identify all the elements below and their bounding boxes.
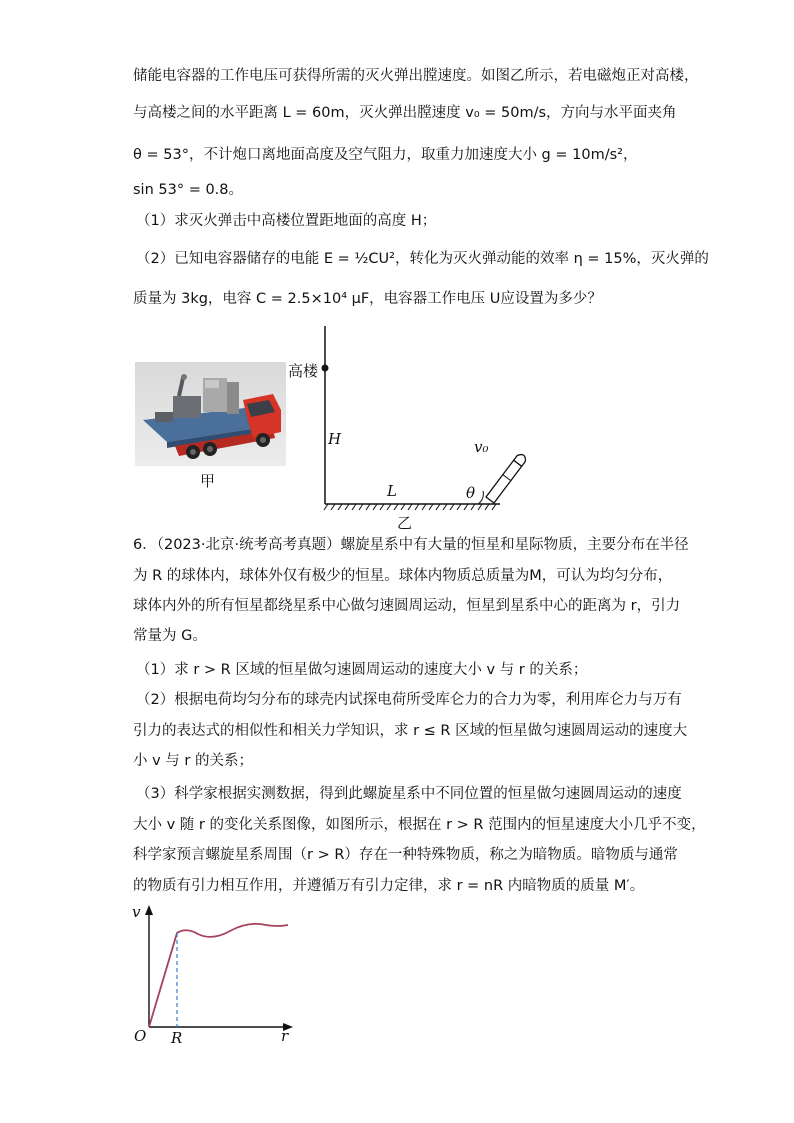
height-label: H	[328, 430, 342, 448]
velocity-radius-graph	[130, 903, 300, 1053]
y-axis-label: v	[132, 903, 141, 921]
ground-hatching	[324, 504, 496, 510]
p5-line-3: θ = 53°，不计炮口离地面高度及空气阻力，取重力加速度大小 g = 10m/s²，	[133, 147, 638, 163]
p6-line-2: 为 R 的球体内，球体外仅有极少的恒星。球体内物质总质量为M，可认为均匀分布，	[133, 568, 673, 584]
figure-yi-diagram	[290, 320, 530, 532]
p6-line-10: 大小 v 随 r 的变化关系图像，如图所示，根据在 r > R 范围内的恒星速度大小几乎不变，	[133, 817, 706, 833]
p6-line-7: 引力的表达式的相似性和相关力学知识，求 r ≤ R 区域的恒星做匀速圆周运动的速度大	[133, 723, 688, 739]
building-label: 高楼	[288, 362, 319, 380]
velocity-label: v₀	[474, 438, 489, 456]
p5-question-1: （1）求灭火弹击中高楼位置距地面的高度 H；	[136, 213, 437, 229]
angle-arc	[478, 491, 483, 504]
p5-line-1: 储能电容器的工作电压可获得所需的灭火弹出膛速度。如图乙所示，若电磁炮正对高楼，	[133, 68, 699, 84]
p6-question-1: （1）求 r > R 区域的恒星做匀速圆周运动的速度大小 v 与 r 的关系；	[136, 662, 588, 678]
p5-line-2: 与高楼之间的水平距离 L = 60m，灭火弹出膛速度 v₀ = 50m/s，方向与水平面夹角	[133, 105, 677, 121]
p6-line-3: 球体内外的所有恒星都绕星系中心做匀速圆周运动，恒星到星系中心的距离为 r，引力	[133, 598, 681, 614]
y-axis-arrow	[145, 905, 153, 915]
origin-label: O	[134, 1027, 147, 1045]
p6-line-4: 常量为 G。	[133, 628, 207, 644]
vr-graph-svg	[130, 903, 300, 1053]
p5-line-7: 质量为 3kg，电容 C = 2.5×10⁴ μF，电容器工作电压 U应设置为多少？	[133, 291, 602, 307]
angle-label: θ	[466, 484, 476, 502]
p5-question-2: （2）已知电容器储存的电能 E = ½CU²，转化为灭火弹动能的效率 η = 15%，灭火弹的	[136, 251, 709, 267]
figure-yi-caption: 乙	[397, 514, 413, 532]
x-axis-label: r	[281, 1027, 289, 1045]
impact-point	[322, 365, 329, 372]
launcher-barrel	[486, 452, 528, 503]
figure-jia-caption: 甲	[200, 472, 216, 490]
velocity-curve	[149, 924, 288, 1027]
fire-truck-image	[135, 362, 286, 466]
p6-line-11: 科学家预言螺旋星系周围（r > R）存在一种特殊物质，称之为暗物质。暗物质与通常	[133, 847, 678, 863]
p6-line-1: 6．（2023·北京·统考高考真题）螺旋星系中有大量的恒星和星际物质，主要分布在半径	[133, 537, 689, 553]
p6-line-8: 小 v 与 r 的关系；	[133, 753, 253, 769]
r-mark-label: R	[171, 1029, 183, 1047]
trajectory-diagram	[290, 320, 530, 532]
distance-label: L	[387, 482, 397, 500]
p5-line-4: sin 53° = 0.8。	[133, 182, 244, 198]
fire-truck-photo	[135, 362, 286, 466]
p6-line-12: 的物质有引力相互作用，并遵循万有引力定律，求 r = nR 内暗物质的质量 M′。	[133, 878, 645, 894]
p6-question-3: （3）科学家根据实测数据，得到此螺旋星系中不同位置的恒星做匀速圆周运动的速度	[136, 786, 682, 802]
p6-question-2: （2）根据电荷均匀分布的球壳内试探电荷所受库仑力的合力为零，利用库仑力与万有	[136, 692, 682, 708]
